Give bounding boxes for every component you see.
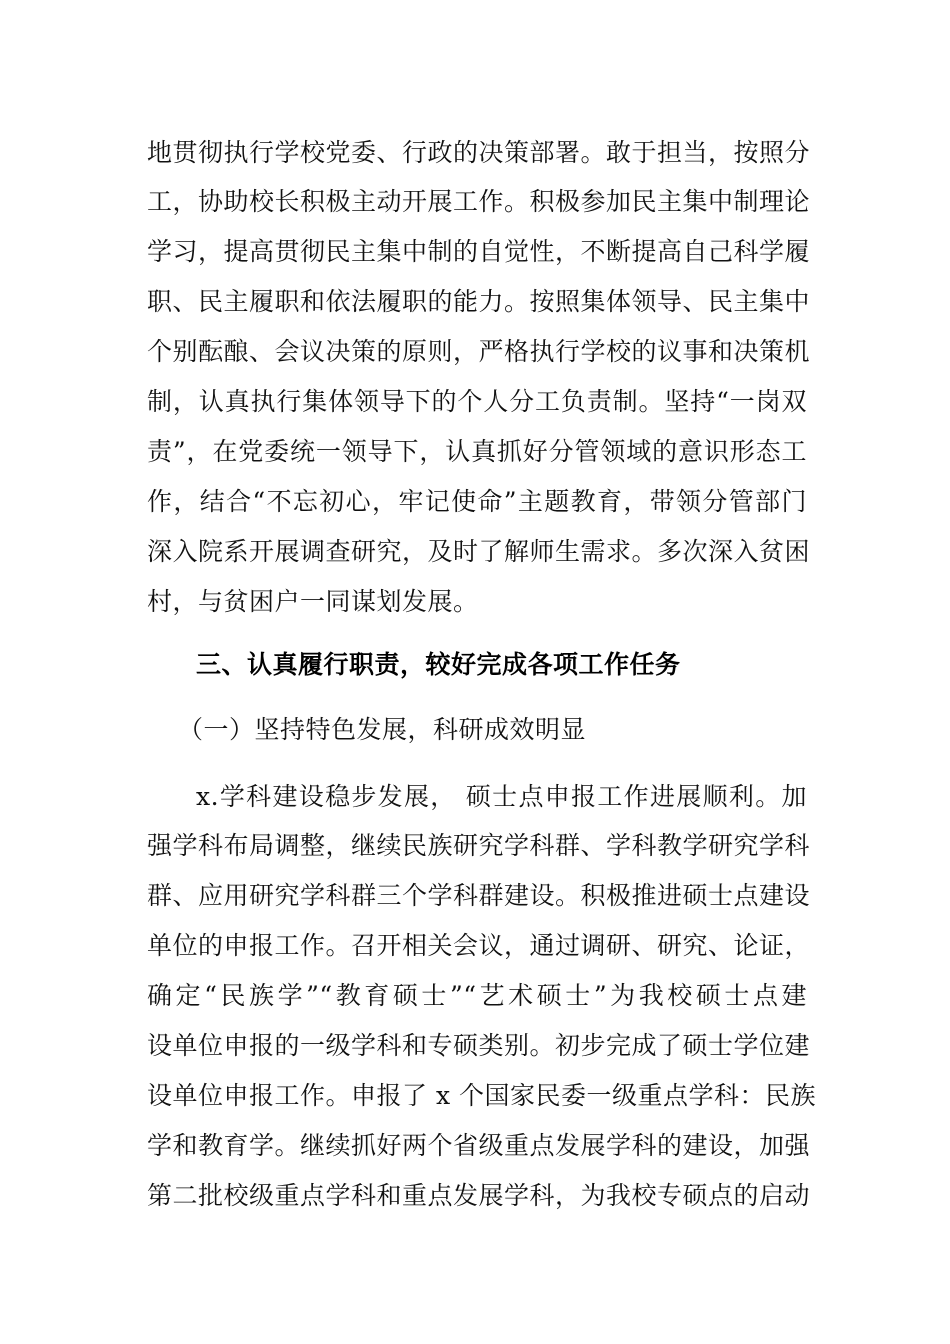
sub-heading: （一）坚持特色发展，科研成效明显 <box>178 715 587 744</box>
paragraph-line: 村，与贫困户一同谋划发展。 <box>147 587 479 616</box>
paragraph-line: 责”，在党委统一领导下，认真抓好分管领域的意识形态工 <box>147 437 807 466</box>
paragraph-line: 地贯彻执行学校党委、行政的决策部署。敢于担当，按照分 <box>147 138 811 167</box>
paragraph-line: 职、民主履职和依法履职的能力。按照集体领导、民主集中 <box>147 287 811 316</box>
paragraph-line: 设单位申报工作。申报了 x 个国家民委一级重点学科：民族 <box>147 1081 816 1110</box>
paragraph-line: 群、应用研究学科群三个学科群建设。积极推进硕士点建设 <box>147 881 811 910</box>
paragraph-line: x.学科建设稳步发展， 硕士点申报工作进展顺利。加 <box>196 782 807 811</box>
section-heading: 三、认真履行职责，较好完成各项工作任务 <box>196 650 681 679</box>
paragraph-line: 制，认真执行集体领导下的个人分工负责制。坚持“一岗双 <box>147 387 807 416</box>
paragraph-line: 设单位申报的一级学科和专硕类别。初步完成了硕士学位建 <box>147 1031 811 1060</box>
paragraph-line: 确定“民族学”“教育硕士”“艺术硕士”为我校硕士点建 <box>147 981 807 1010</box>
paragraph-line: 强学科布局调整，继续民族研究学科群、学科教学研究学科 <box>147 831 811 860</box>
paragraph-line: 个别酝酿、会议决策的原则，严格执行学校的议事和决策机 <box>147 337 811 366</box>
paragraph-line: 学习，提高贯彻民主集中制的自觉性，不断提高自己科学履 <box>147 237 811 266</box>
paragraph-line: 第二批校级重点学科和重点发展学科，为我校专硕点的启动 <box>147 1181 811 1210</box>
paragraph-line: 深入院系开展调查研究，及时了解师生需求。多次深入贫困 <box>147 537 811 566</box>
paragraph-line: 学和教育学。继续抓好两个省级重点发展学科的建设，加强 <box>147 1131 811 1160</box>
paragraph-line: 单位的申报工作。召开相关会议，通过调研、研究、论证， <box>147 931 811 960</box>
paragraph-line: 作，结合“不忘初心，牢记使命”主题教育，带领分管部门 <box>147 487 807 516</box>
paragraph-line: 工，协助校长积极主动开展工作。积极参加民主集中制理论 <box>147 187 811 216</box>
